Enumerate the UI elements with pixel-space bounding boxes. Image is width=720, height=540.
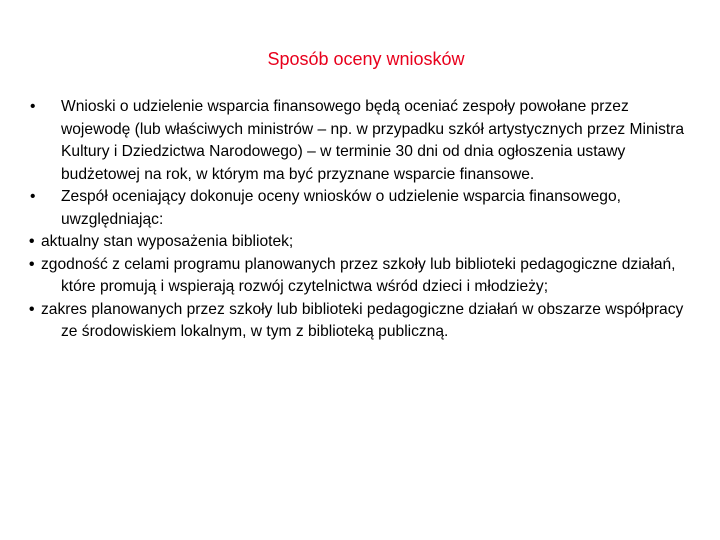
- list-item-text: zgodność z celami programu planowanych przez szkoły lub biblioteki pedagogiczne działań, które promują i wspierają rozwój czytelnictwa wśród dzieci i młodzieży;: [41, 255, 676, 295]
- bullet-icon: •: [30, 188, 36, 205]
- slide-body: [29, 96, 689, 344]
- list-item: [29, 96, 689, 186]
- bullet-icon: •: [29, 233, 35, 250]
- list-item-text: Zespół oceniający dokonuje oceny wniosków o udzielenie wsparcia finansowego, uwzględniając:: [61, 188, 621, 228]
- list-item-text: Wnioski o udzielenie wsparcia finansowego będą oceniać zespoły powołane przez wojewodę (lub właściwych ministrów – np. w przypadku szkół artystycznych przez Ministra Kultury i Dziedzictwa Narodowego) – w terminie 30 dni od dnia ogłoszenia ustawy budżetowej na rok, w którym ma być przyznane wsparcie finansowe.: [61, 98, 685, 183]
- list-item: [29, 186, 689, 231]
- slide-title: Sposób oceny wniosków: [267, 49, 465, 69]
- bullet-icon: •: [29, 255, 35, 273]
- list-item-text: aktualny stan wyposażenia bibliotek;: [41, 233, 294, 250]
- bullet-icon: •: [30, 98, 36, 115]
- list-item-text: zakres planowanych przez szkoły lub biblioteki pedagogiczne działań w obszarze współpracy ze środowiskiem lokalnym, w tym z biblioteką publiczną.: [41, 300, 684, 340]
- list-item: [29, 254, 689, 299]
- list-item: [29, 231, 689, 254]
- bullet-icon: •: [29, 300, 35, 318]
- list-item: [29, 299, 689, 344]
